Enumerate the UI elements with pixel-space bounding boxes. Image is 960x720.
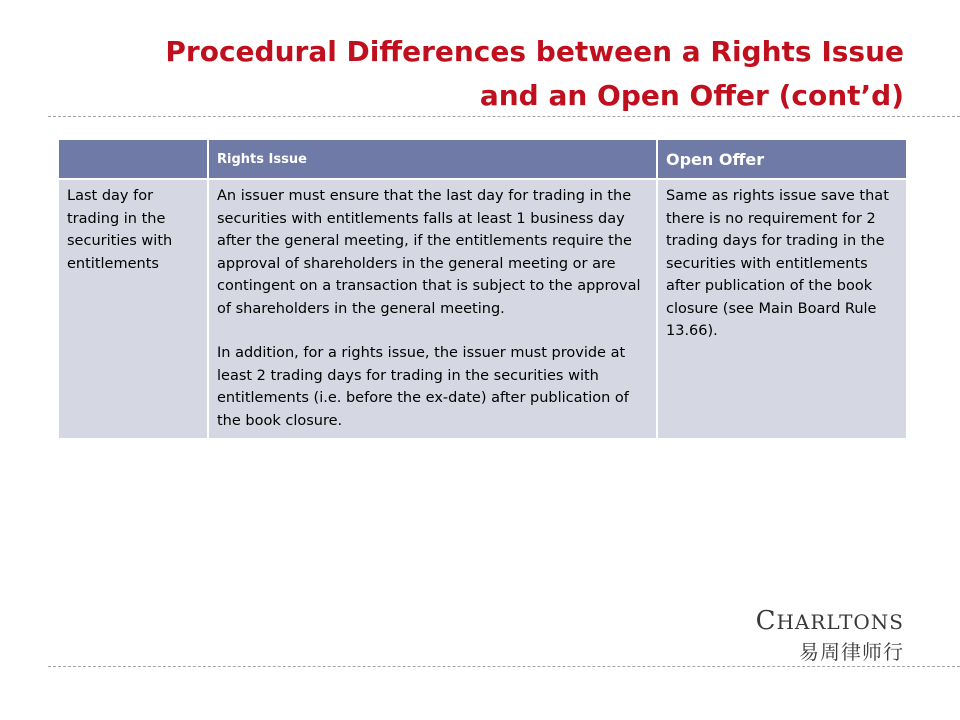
rights-issue-cell	[208, 179, 657, 439]
rights-issue-paragraph-2: In addition, for a rights issue, the issuer must provide at least 2 trading days for trading in the securities with entitlements (i.e. before the ex-date) after publication of the book closure.	[217, 345, 629, 429]
logo-wordmark	[756, 604, 904, 639]
header-empty-cell	[58, 139, 208, 179]
comparison-table	[57, 138, 908, 440]
slide-title-line-2: and an Open Offer (cont’d)	[479, 79, 904, 112]
table-row	[58, 179, 907, 439]
rights-issue-paragraph-1: An issuer must ensure that the last day for trading in the securities with entitlements falls at least 1 business day after the general meeting, if the entitlements require the approval of shareholders in the general meeting or are contingent on a transaction that is subject to the approval of shareholders in the general meeting.	[217, 188, 641, 317]
logo-initial: C	[755, 606, 777, 636]
charltons-logo	[756, 604, 904, 665]
table-header-row	[58, 139, 907, 179]
logo-rest: HARLTONS	[776, 610, 904, 634]
slide-title-line-1: Procedural Differences between a Rights Issue	[165, 35, 904, 68]
header-open-offer: Open Offer	[657, 139, 907, 179]
open-offer-cell: Same as rights issue save that there is no requirement for 2 trading days for trading in the securities with entitlements after publication of the book closure (see Main Board Rule 13.66).	[657, 179, 907, 439]
row-label-cell: Last day for trading in the securities with entitlements	[58, 179, 208, 439]
logo-chinese-name: 易周律师行	[799, 640, 904, 664]
top-divider	[48, 116, 960, 117]
slide-title	[84, 30, 904, 118]
bottom-divider	[48, 666, 960, 667]
header-rights-issue: Rights Issue	[208, 139, 657, 179]
